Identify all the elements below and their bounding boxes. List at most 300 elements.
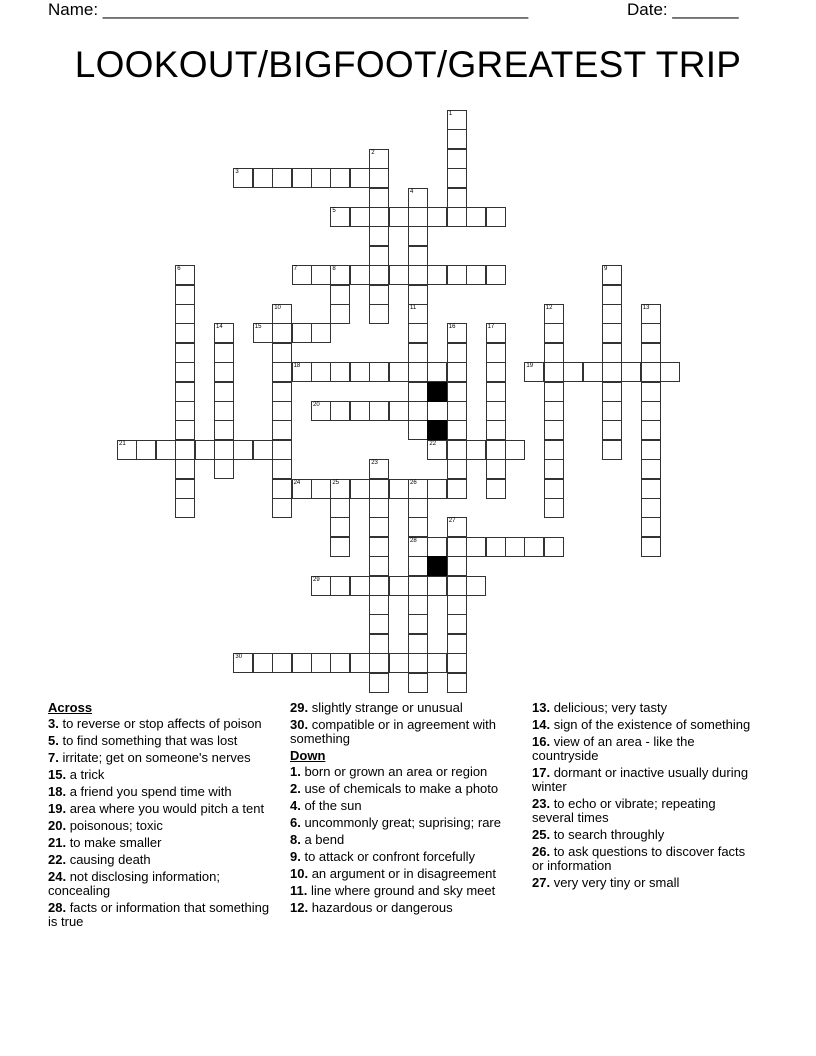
grid-cell[interactable] [272,479,292,499]
grid-cell[interactable] [330,285,350,305]
down-clue [532,797,752,825]
grid-cell[interactable] [544,343,564,363]
page-title: LOOKOUT/BIGFOOT/GREATEST TRIP [74,44,742,85]
grid-cell[interactable] [350,265,370,285]
grid-cell[interactable] [389,207,409,227]
grid-cell[interactable] [369,653,389,673]
grid-cell[interactable] [369,188,389,208]
grid-cell[interactable] [175,304,195,324]
grid-cell[interactable] [408,343,428,363]
grid-cell[interactable] [292,265,312,285]
grid-cell[interactable] [292,479,312,499]
grid-cell[interactable] [544,479,564,499]
clue-number: 21 [119,440,126,447]
grid-cell[interactable] [214,343,234,363]
grid-cell[interactable] [389,653,409,673]
grid-cell[interactable] [175,362,195,382]
grid-cell[interactable] [544,537,564,557]
grid-cell[interactable] [447,595,467,615]
grid-cell[interactable] [408,265,428,285]
grid-cell[interactable] [641,343,661,363]
grid-cell[interactable] [641,362,661,382]
grid-cell[interactable] [272,382,292,402]
grid-cell[interactable] [292,653,312,673]
grid-cell[interactable] [408,673,428,693]
grid-cell[interactable] [427,537,447,557]
grid-cell[interactable] [214,440,234,460]
clue-number-label: 30. [290,717,309,732]
grid-cell[interactable] [544,459,564,479]
grid-cell[interactable] [311,479,331,499]
clue-number: 14 [216,324,223,331]
grid-cell[interactable] [486,459,506,479]
grid-cell[interactable] [408,576,428,596]
grid-cell[interactable] [447,517,467,537]
clue-number-label: 18. [48,784,67,799]
grid-cell[interactable] [350,576,370,596]
grid-cell[interactable] [408,614,428,634]
across-clue [48,836,278,850]
grid-cell[interactable] [447,614,467,634]
grid-cell[interactable] [408,498,428,518]
across-heading: Across [48,700,93,715]
grid-cell[interactable] [408,323,428,343]
clue-text: delicious; very tasty [550,700,668,715]
clue-number-label: 11. [290,883,308,898]
grid-cell[interactable] [350,362,370,382]
clue-number-label: 23. [532,796,551,811]
grid-cell[interactable] [369,459,389,479]
grid-cell[interactable] [350,207,370,227]
grid-cell[interactable] [641,537,661,557]
grid-cell[interactable] [253,168,273,188]
grid-cell[interactable] [272,653,292,673]
grid-cell[interactable] [369,614,389,634]
grid-cell[interactable] [486,323,506,343]
grid-cell[interactable] [389,265,409,285]
grid-cell[interactable] [505,537,525,557]
grid-cell[interactable] [214,401,234,421]
grid-cell[interactable] [272,401,292,421]
clue-number-label: 21. [48,835,67,850]
grid-cell[interactable] [214,362,234,382]
grid-cell[interactable] [447,265,467,285]
grid-cell[interactable] [253,323,273,343]
clues-column-1 [48,701,278,932]
grid-cell[interactable] [175,401,195,421]
clue-number-label: 14. [532,717,551,732]
grid-cell[interactable] [350,479,370,499]
grid-cell[interactable] [602,343,622,363]
clue-number-label: 17. [532,765,551,780]
clue-number-label: 22. [48,852,67,867]
grid-cell[interactable] [427,653,447,673]
grid-cell[interactable] [486,382,506,402]
grid-cell[interactable] [602,420,622,440]
grid-cell[interactable] [466,440,486,460]
grid-cell[interactable] [427,265,447,285]
date-line: Date: _______ [627,0,739,19]
grid-cell[interactable] [369,285,389,305]
grid-cell[interactable] [311,653,331,673]
grid-cell[interactable] [369,595,389,615]
across-clue [48,768,278,782]
grid-cell[interactable] [136,440,156,460]
grid-cell[interactable] [311,576,331,596]
grid-cell[interactable] [117,440,137,460]
grid-cell[interactable] [272,440,292,460]
clue-number-label: 6. [290,815,301,830]
clue-number: 20 [313,402,320,408]
grid-cell[interactable] [447,479,467,499]
grid-cell[interactable] [408,479,428,499]
grid-cell[interactable] [427,207,447,227]
black-square [427,382,447,402]
clue-number: 1 [448,111,453,117]
grid-cell[interactable] [563,362,583,382]
grid-cell[interactable] [408,537,428,557]
grid-cell[interactable] [641,459,661,479]
grid-cell[interactable] [447,323,467,343]
grid-cell[interactable] [447,459,467,479]
grid-cell[interactable] [602,323,622,343]
grid-cell[interactable] [369,576,389,596]
grid-cell[interactable] [602,382,622,402]
grid-cell[interactable] [272,323,292,343]
grid-cell[interactable] [311,168,331,188]
grid-cell[interactable] [175,265,195,285]
grid-cell[interactable] [175,498,195,518]
grid-cell[interactable] [369,537,389,557]
grid-cell[interactable] [660,362,680,382]
grid-cell[interactable] [486,265,506,285]
clue-number-label: 16. [532,734,551,749]
down-clue [532,828,752,842]
grid-cell[interactable] [272,498,292,518]
clue-number-label: 24. [48,869,67,884]
grid-cell[interactable] [408,653,428,673]
grid-cell[interactable] [427,479,447,499]
grid-cell[interactable] [544,382,564,402]
grid-cell[interactable] [466,207,486,227]
grid-cell[interactable] [292,362,312,382]
grid-cell[interactable] [330,304,350,324]
grid-cell[interactable] [447,343,467,363]
grid-cell[interactable] [505,440,525,460]
grid-cell[interactable] [486,420,506,440]
grid-cell[interactable] [447,129,467,149]
grid-cell[interactable] [524,362,544,382]
grid-cell[interactable] [369,556,389,576]
grid-cell[interactable] [233,440,253,460]
grid-cell[interactable] [369,517,389,537]
grid-cell[interactable] [175,479,195,499]
grid-cell[interactable] [447,207,467,227]
grid-cell[interactable] [175,343,195,363]
grid-cell[interactable] [214,323,234,343]
grid-cell[interactable] [447,673,467,693]
grid-cell[interactable] [447,401,467,421]
grid-cell[interactable] [408,517,428,537]
across-clue [290,718,520,746]
grid-cell[interactable] [408,304,428,324]
clue-number-label: 27. [532,875,551,890]
clue-number: 25 [332,479,340,486]
clue-text: poisonous; toxic [66,818,163,833]
grid-cell[interactable] [641,401,661,421]
grid-cell[interactable] [447,420,467,440]
grid-cell[interactable] [311,265,331,285]
grid-cell[interactable] [408,285,428,305]
grid-cell[interactable] [447,440,467,460]
grid-cell[interactable] [408,226,428,246]
grid-cell[interactable] [641,323,661,343]
grid-cell[interactable] [641,479,661,499]
grid-cell[interactable] [175,323,195,343]
clue-text: to find something that was lost [58,733,238,748]
grid-cell[interactable] [369,226,389,246]
grid-cell[interactable] [369,149,389,169]
grid-cell[interactable] [311,323,331,343]
grid-cell[interactable] [389,479,409,499]
clue-number-label: 15. [48,767,67,782]
grid-cell[interactable] [175,382,195,402]
grid-cell[interactable] [350,653,370,673]
clue-number: 26 [410,479,417,486]
grid-cell[interactable] [272,343,292,363]
down-clue [290,765,520,779]
clue-text: irritate; get on someone's nerves [58,750,251,765]
clue-text: to echo or vibrate; repeating several times [532,796,716,825]
grid-cell[interactable] [369,304,389,324]
grid-cell[interactable] [272,459,292,479]
grid-cell[interactable] [175,459,195,479]
grid-cell[interactable] [350,168,370,188]
grid-cell[interactable] [330,362,350,382]
grid-cell[interactable] [214,420,234,440]
grid-cell[interactable] [602,265,622,285]
grid-cell[interactable] [389,362,409,382]
grid-cell[interactable] [330,401,350,421]
grid-cell[interactable] [602,440,622,460]
grid-cell[interactable] [369,246,389,266]
grid-cell[interactable] [389,401,409,421]
clue-text: uncommonly great; suprising; rare [300,815,501,830]
down-clue [532,701,752,715]
clue-number: 22 [429,440,437,447]
grid-cell[interactable] [486,343,506,363]
grid-cell[interactable] [544,498,564,518]
grid-cell[interactable] [602,304,622,324]
grid-cell[interactable] [447,362,467,382]
clue-number-label: 29. [290,700,309,715]
grid-cell[interactable] [544,304,564,324]
grid-cell[interactable] [641,304,661,324]
grid-cell[interactable] [369,479,389,499]
grid-cell[interactable] [175,285,195,305]
grid-cell[interactable] [486,401,506,421]
grid-cell[interactable] [544,440,564,460]
grid-cell[interactable] [408,634,428,654]
clue-text: facts or information that something is true [48,900,270,929]
grid-cell[interactable] [427,576,447,596]
across-clue [48,853,278,867]
grid-cell[interactable] [447,188,467,208]
clue-number-label: 5. [48,733,59,748]
grid-cell[interactable] [466,576,486,596]
grid-cell[interactable] [369,634,389,654]
grid-cell[interactable] [641,382,661,402]
grid-cell[interactable] [447,110,467,130]
grid-cell[interactable] [466,537,486,557]
clue-number: 18 [293,363,301,370]
clue-text: line where ground and sky meet [307,883,496,898]
grid-cell[interactable] [311,362,331,382]
grid-cell[interactable] [330,265,350,285]
grid-cell[interactable] [292,168,312,188]
grid-cell[interactable] [544,420,564,440]
grid-cell[interactable] [486,207,506,227]
down-clue [290,850,520,864]
clue-number: 28 [410,537,417,544]
grid-cell[interactable] [389,576,409,596]
clue-number-label: 12. [290,900,309,915]
grid-cell[interactable] [175,440,195,460]
clue-number: 8 [332,266,336,273]
grid-cell[interactable] [311,401,331,421]
grid-cell[interactable] [486,440,506,460]
grid-cell[interactable] [195,440,215,460]
clue-text: to ask questions to discover facts or information [532,844,746,873]
clue-number: 9 [604,266,608,273]
clue-text: hazardous or dangerous [308,900,453,915]
grid-cell[interactable] [330,576,350,596]
grid-cell[interactable] [408,188,428,208]
grid-cell[interactable] [447,556,467,576]
clue-text: compatible or in agreement with something [290,717,496,746]
down-clue [532,766,752,794]
grid-cell[interactable] [641,498,661,518]
grid-cell[interactable] [214,382,234,402]
grid-cell[interactable] [408,382,428,402]
grid-cell[interactable] [486,537,506,557]
grid-cell[interactable] [272,420,292,440]
grid-cell[interactable] [447,576,467,596]
grid-cell[interactable] [369,673,389,693]
grid-cell[interactable] [330,537,350,557]
grid-cell[interactable] [330,168,350,188]
grid-cell[interactable] [156,440,176,460]
grid-cell[interactable] [253,440,273,460]
grid-cell[interactable] [408,246,428,266]
clue-number-label: 1. [290,764,301,779]
grid-cell[interactable] [330,479,350,499]
grid-cell[interactable] [408,401,428,421]
clues-column-3 [532,701,752,893]
clue-number-label: 2. [290,781,301,796]
clue-number-label: 20. [48,818,67,833]
grid-cell[interactable] [233,168,253,188]
grid-cell[interactable] [447,149,467,169]
grid-cell[interactable] [408,207,428,227]
grid-cell[interactable] [214,459,234,479]
grid-cell[interactable] [641,517,661,537]
grid-cell[interactable] [427,440,447,460]
clue-number-label: 25. [532,827,551,842]
grid-cell[interactable] [350,401,370,421]
grid-cell[interactable] [583,362,603,382]
grid-cell[interactable] [621,362,641,382]
clue-number: 30 [235,654,243,661]
clue-number: 23 [371,460,378,467]
clue-number: 2 [371,149,375,156]
grid-cell[interactable] [369,265,389,285]
grid-cell[interactable] [330,653,350,673]
grid-cell[interactable] [272,304,292,324]
grid-cell[interactable] [369,168,389,188]
grid-cell[interactable] [272,362,292,382]
grid-cell[interactable] [602,362,622,382]
clue-number: 4 [410,188,414,195]
grid-cell[interactable] [272,168,292,188]
grid-cell[interactable] [486,479,506,499]
across-clue [48,785,278,799]
grid-cell[interactable] [369,401,389,421]
grid-cell[interactable] [292,323,312,343]
grid-cell[interactable] [544,323,564,343]
grid-cell[interactable] [641,420,661,440]
grid-cell[interactable] [544,362,564,382]
grid-cell[interactable] [447,653,467,673]
grid-cell[interactable] [466,265,486,285]
grid-cell[interactable] [408,362,428,382]
grid-cell[interactable] [233,653,253,673]
across-clue [290,701,520,715]
down-clue [290,833,520,847]
grid-cell[interactable] [369,207,389,227]
grid-cell[interactable] [447,537,467,557]
grid-cell[interactable] [253,653,273,673]
grid-cell[interactable] [524,537,544,557]
grid-cell[interactable] [486,362,506,382]
grid-cell[interactable] [369,498,389,518]
down-clue [532,876,752,890]
grid-cell[interactable] [408,420,428,440]
clue-number: 15 [254,324,262,331]
grid-cell[interactable] [427,362,447,382]
grid-cell[interactable] [544,401,564,421]
clue-number: 11 [410,305,417,311]
grid-cell[interactable] [408,595,428,615]
down-clue [532,845,752,873]
grid-cell[interactable] [602,285,622,305]
clues-column-2 [290,701,520,918]
grid-cell[interactable] [447,634,467,654]
grid-cell[interactable] [369,362,389,382]
clue-number-label: 7. [48,750,59,765]
clue-text: slightly strange or unusual [308,700,463,715]
grid-cell[interactable] [602,401,622,421]
grid-cell[interactable] [330,207,350,227]
grid-cell[interactable] [175,420,195,440]
clue-number-label: 3. [48,716,59,731]
grid-cell[interactable] [408,556,428,576]
grid-cell[interactable] [447,382,467,402]
grid-cell[interactable] [447,168,467,188]
grid-cell[interactable] [330,517,350,537]
grid-cell[interactable] [641,440,661,460]
grid-cell[interactable] [330,498,350,518]
